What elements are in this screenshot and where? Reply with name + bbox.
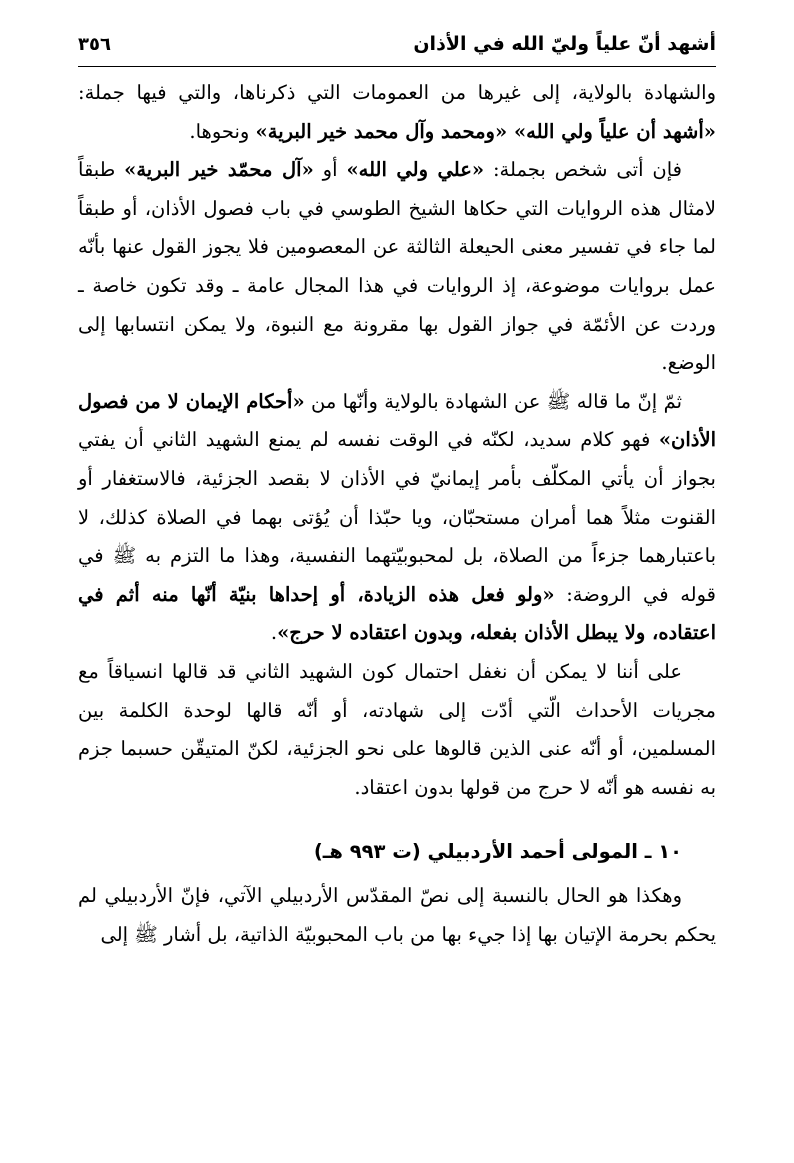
text-span: ثمّ إنّ ما قاله ﷺ عن الشهادة بالولاية وأنّها من	[304, 389, 682, 413]
quote-span: «آل محمّد خير البرية»	[124, 158, 314, 182]
main-text	[78, 74, 716, 954]
quote-span: «ولو فعل هذه الزيادة، أو إحداها بنيّة أنّها منه أثم في اعتقاده، ولا يبطل الأذان بفعله، وبدون اعتقاده لا حرج»	[78, 582, 716, 645]
quote-span: «أحكام الإيمان لا من فصول الأذان»	[78, 389, 716, 452]
text-span: فإن أتى شخص بجملة:	[484, 158, 683, 182]
paragraph-2	[78, 151, 716, 383]
quote-span: «علي ولي الله»	[346, 158, 485, 182]
text-span: فهو كلام سديد، لكنّه في الوقت نفسه لم يمنع الشهيد الثاني أن يفتي بجواز أن يأتي المكلّف بأمر إيمانيّ في الأذان لا بقصد الجزئية، فالاستغفار أو القنوت مثلاً هما أمران مستحبّان، ويا حبّذا أن يُؤتى بهما في الصلاة كذلك، لا باعتبارهما جزءاً من الصلاة، بل لمحبوبيّتهما النفسية، وهذا ما التزم به ﷺ في قوله في الروضة:	[78, 428, 716, 606]
quote-span: «أشهد أن علياً ولي الله» «ومحمد وآل محمد خير البرية»	[255, 119, 716, 143]
text-span: طبقاً لامثال هذه الروايات التي حكاها الشيخ الطوسي في باب فصول الأذان، أو طبقاً لما جاء في تفسير معنى الحيعلة الثالثة عن المعصومين فلا يجوز القول عنها بأنّه عمل بروايات موضوعة، إذ الروايات في هذا المجال عامة ـ وقد تكون خاصة ـ وردت عن الأئمّة في جواز القول بها مقرونة مع النبوة، ولا يمكن انتسابها إلى الوضع.	[78, 158, 716, 375]
paragraph-1	[78, 74, 716, 151]
page-number: ٣٥٦	[78, 33, 111, 55]
paragraph-4	[78, 653, 716, 807]
paragraph-3	[78, 383, 716, 653]
section-paragraph: وهكذا هو الحال بالنسبة إلى نصّ المقدّس الأردبيلي الآتي، فإنّ الأردبيلي لم يحكم بحرمة الإتيان بها إذا جيء بها من باب المحبوبيّة الذاتية، بل أشار ﷺ إلى	[78, 884, 716, 946]
header-divider	[78, 66, 716, 67]
section-heading: ١٠ ـ المولى أحمد الأردبيلي (ت ٩٩٣ هـ)	[313, 840, 682, 864]
text-span: ونحوها.	[189, 119, 256, 143]
running-title: أشهد أنّ علياً وليّ الله في الأذان	[413, 33, 716, 55]
page-header	[78, 24, 716, 64]
text-span: على أننا لا يمكن أن نغفل احتمال كون الشهيد الثاني قد قالها انسياقاً مع مجريات الأحداث الّتي أدّت إلى شهادته، أو أنّه قالها لوحدة الكلمة بين المسلمين، أو أنّه عنى الذين قالوها على نحو الجزئية، لكنّ المتيقّن حسبما جزم به نفسه هو أنّه لا حرج من قولها بدون اعتقاد.	[78, 659, 716, 799]
text-span: والشهادة بالولاية، إلى غيرها من العمومات التي ذكرناها، والتي فيها جملة:	[78, 81, 716, 104]
text-span: .	[270, 621, 278, 645]
text-span: أو	[313, 158, 347, 182]
